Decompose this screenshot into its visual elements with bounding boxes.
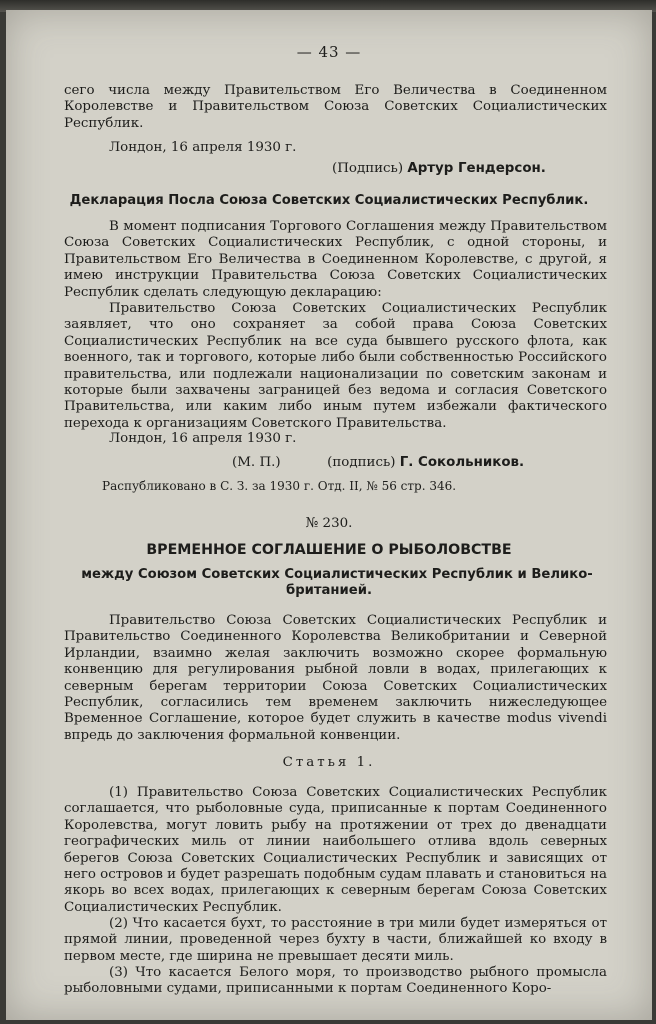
document-number: № 230. xyxy=(305,516,353,531)
declaration-paragraph-1: В момент подписания Торгового Соглашения между Правительством Союза Советских Социалистических Республик, с одной стороны, и Правительством Его Величества в Соединенном Королевстве, с другой, я имею инструкции Правительства Союза Советских Социалистических Республик сделать следующую декларацию: xyxy=(64,219,607,300)
document-subtitle-2: британией. xyxy=(286,583,372,598)
intro-paragraph: сего числа между Правительством Его Величества в Соединенном Королевстве и Правительством Союза Советских Социалистических Республик. xyxy=(64,83,607,131)
preamble-paragraph: Правительство Союза Советских Социалистических Республик и Правительство Соединенного Королевства Великобритании и Северной Ирландии, взаимно желая заключить возможно скорее формальную конвенцию для регулирования рыбной ловли в водах, прилегающих к северным берегам территории Союза Советских Социалистических Республик, согласились тем временем заключить нижеследующее Временное Соглашение, которое будет служить в качестве modus vivendi впредь до заключения формальной конвенции. xyxy=(64,613,607,743)
intro-signature-name: Артур Гендерсон. xyxy=(407,161,546,176)
intro-signature-label: (Подпись) xyxy=(332,161,404,176)
declaration-paragraph-2: Правительство Союза Советских Социалистических Республик заявляет, что оно сохраняет за собой права Союза Советских Социалистических Республик на все суда бывшего русского флота, как военного, так и торгового, которые либо были собственностью Российского правительства, или подлежали национализации по советским законам и которые были захвачены заграницей без ведома и согласия Советского Правительства, или каким либо иным путем избежали фактического перехода к организациям Советского Правительства. xyxy=(64,301,607,431)
intro-signature xyxy=(332,161,546,177)
declaration-place-date: Лондон, 16 апреля 1930 г. xyxy=(109,431,297,446)
document-subtitle-1: между Союзом Советских Социалистических Республик и Велико- xyxy=(81,567,593,582)
article-title: Статья 1. xyxy=(282,755,376,770)
declaration-title: Декларация Посла Союза Советских Социалистических Республик. xyxy=(69,193,589,208)
declaration-signature xyxy=(232,455,524,471)
seal-mark: (М. П.) xyxy=(232,455,281,470)
declaration-signature-name: Г. Сокольников. xyxy=(399,455,525,470)
clause-3: (3) Что касается Белого моря, то производство рыбного промысла рыболовными судами, приписанными к портам Соединенного Коро- xyxy=(64,965,607,997)
page-number: — 43 — xyxy=(296,43,362,61)
clause-2: (2) Что касается бухт, то расстояние в три мили будет измеряться от прямой линии, проведенной через бухту в части, ближайшей ко входу в первом месте, где ширина не превышает десяти миль. xyxy=(64,916,607,964)
document-title: ВРЕМЕННОЕ СОГЛАШЕНИЕ О РЫБОЛОВСТВЕ xyxy=(146,542,512,558)
publication-note: Распубликовано в С. З. за 1930 г. Отд. II, № 56 стр. 346. xyxy=(102,479,457,493)
document-page xyxy=(6,10,652,1020)
intro-place-date: Лондон, 16 апреля 1930 г. xyxy=(109,140,297,155)
declaration-signature-label: (подпись) xyxy=(327,455,396,470)
clause-1: (1) Правительство Союза Советских Социалистических Республик соглашается, что рыболовные суда, приписанные к портам Соединенного Королевства, могут ловить рыбу на протяжении от трех до двенадцати географических миль от линии наибольшего отлива вдоль северных берегов Союза Советских Социалистических Республик и зависящих от него островов и будет разрешать подобным судам плавать и становиться на якорь во всех водах, прилегающих к северным берегам Союза Советских Социалистических Республик. xyxy=(64,785,607,915)
